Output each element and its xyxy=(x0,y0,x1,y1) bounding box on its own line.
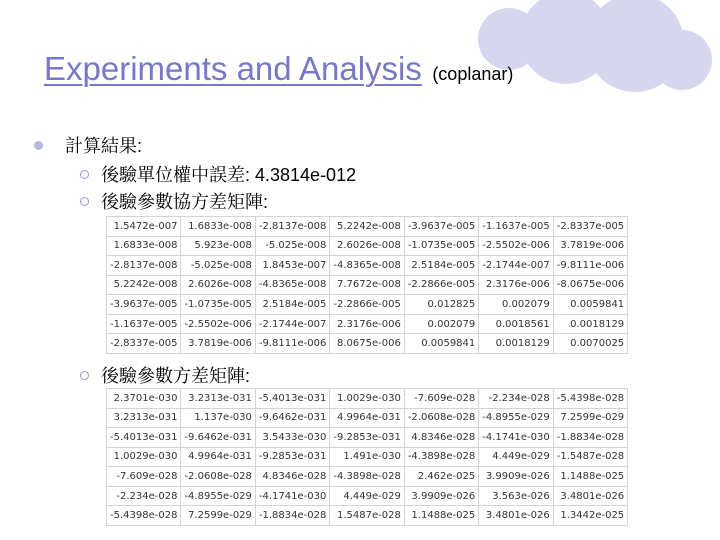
covariance-matrix-table xyxy=(106,216,628,354)
matrix-row xyxy=(107,467,628,487)
matrix-cell: -5.4398e-028 xyxy=(107,506,181,526)
matrix-cell: 1.3442e-025 xyxy=(553,506,627,526)
matrix-row xyxy=(107,389,628,409)
matrix-cell: -2.8137e-008 xyxy=(255,217,329,237)
matrix-row xyxy=(107,428,628,448)
matrix-row xyxy=(107,295,628,315)
sub-bullet-variance xyxy=(80,362,250,388)
matrix-cell: -7.609e-028 xyxy=(107,467,181,487)
matrix-cell: 2.5184e-005 xyxy=(404,256,478,276)
matrix-cell: -1.0735e-005 xyxy=(404,236,478,256)
matrix-cell: 4.449e-029 xyxy=(330,486,404,506)
matrix-cell: 1.5487e-028 xyxy=(330,506,404,526)
matrix-row xyxy=(107,408,628,428)
title-text: Experiments and Analysis xyxy=(44,50,422,87)
bullet-results xyxy=(34,132,142,158)
matrix-cell: 3.7819e-006 xyxy=(181,334,255,354)
matrix-cell: -4.3898e-028 xyxy=(404,447,478,467)
matrix-cell: -2.8337e-005 xyxy=(107,334,181,354)
matrix-cell: 0.0018561 xyxy=(479,314,553,334)
matrix-row xyxy=(107,275,628,295)
matrix-cell: 0.0070025 xyxy=(553,334,627,354)
matrix-cell: -7.609e-028 xyxy=(404,389,478,409)
matrix-cell: 4.449e-029 xyxy=(479,447,553,467)
matrix-cell: -1.0735e-005 xyxy=(181,295,255,315)
ring-bullet-icon xyxy=(80,170,89,179)
matrix-cell: -4.3898e-028 xyxy=(330,467,404,487)
slide-title xyxy=(44,50,513,88)
matrix-cell: -1.8834e-028 xyxy=(255,506,329,526)
matrix-cell: -9.2853e-031 xyxy=(255,447,329,467)
matrix-cell: -9.6462e-031 xyxy=(181,428,255,448)
matrix-cell: 4.9964e-031 xyxy=(330,408,404,428)
matrix-cell: 5.2242e-008 xyxy=(107,275,181,295)
matrix-cell: 1.8453e-007 xyxy=(255,256,329,276)
matrix-cell: -3.9637e-005 xyxy=(404,217,478,237)
matrix-row xyxy=(107,447,628,467)
matrix-cell: 2.3701e-030 xyxy=(107,389,181,409)
matrix-row xyxy=(107,506,628,526)
matrix-cell: 1.137e-030 xyxy=(181,408,255,428)
matrix-cell: -3.9637e-005 xyxy=(107,295,181,315)
matrix-cell: -9.6462e-031 xyxy=(255,408,329,428)
matrix-cell: 7.7672e-008 xyxy=(330,275,404,295)
matrix-row xyxy=(107,486,628,506)
matrix-cell: 8.0675e-006 xyxy=(330,334,404,354)
matrix-cell: 5.2242e-008 xyxy=(330,217,404,237)
matrix-cell: 1.5472e-007 xyxy=(107,217,181,237)
sub-bullet-text: 後驗參數方差矩陣: xyxy=(101,366,251,386)
matrix-cell: 2.5184e-005 xyxy=(255,295,329,315)
matrix-cell: -4.8365e-008 xyxy=(255,275,329,295)
matrix-cell: -5.4013e-031 xyxy=(255,389,329,409)
matrix-cell: -2.0608e-028 xyxy=(404,408,478,428)
decorative-circle xyxy=(652,30,712,90)
matrix-cell: 2.3176e-006 xyxy=(479,275,553,295)
matrix-cell: 2.6026e-008 xyxy=(330,236,404,256)
matrix-cell: -4.1741e-030 xyxy=(255,486,329,506)
matrix-cell: 0.012825 xyxy=(404,295,478,315)
matrix-cell: -4.8955e-029 xyxy=(479,408,553,428)
matrix-cell: -9.8111e-006 xyxy=(553,256,627,276)
matrix-cell: -2.2866e-005 xyxy=(330,295,404,315)
matrix-cell: 0.002079 xyxy=(404,314,478,334)
matrix-cell: -1.1637e-005 xyxy=(107,314,181,334)
matrix-cell: -9.2853e-031 xyxy=(330,428,404,448)
matrix-cell: 3.9909e-026 xyxy=(479,467,553,487)
sub-bullet-sigma xyxy=(80,161,356,187)
matrix-cell: 2.6026e-008 xyxy=(181,275,255,295)
matrix-cell: -4.1741e-030 xyxy=(479,428,553,448)
matrix-cell: 3.9909e-026 xyxy=(404,486,478,506)
matrix-cell: 2.462e-025 xyxy=(404,467,478,487)
sub-bullet-text: 後驗參數協方差矩陣: xyxy=(101,192,269,212)
matrix-cell: -2.0608e-028 xyxy=(181,467,255,487)
matrix-row xyxy=(107,334,628,354)
matrix-row xyxy=(107,314,628,334)
matrix-row xyxy=(107,256,628,276)
sub-bullet-text: 後驗單位權中誤差: 4.3814e-012 xyxy=(101,165,357,185)
matrix-row xyxy=(107,217,628,237)
title-subtitle: (coplanar) xyxy=(432,64,514,84)
matrix-cell: -4.8955e-029 xyxy=(181,486,255,506)
matrix-cell: -8.0675e-006 xyxy=(553,275,627,295)
matrix-cell: 5.923e-008 xyxy=(181,236,255,256)
matrix-cell: 1.491e-030 xyxy=(330,447,404,467)
matrix-cell: -1.5487e-028 xyxy=(553,447,627,467)
matrix-cell: -2.1744e-007 xyxy=(479,256,553,276)
matrix-cell: -9.8111e-006 xyxy=(255,334,329,354)
matrix-cell: 4.8346e-028 xyxy=(255,467,329,487)
matrix-cell: -5.4013e-031 xyxy=(107,428,181,448)
matrix-cell: -1.1637e-005 xyxy=(479,217,553,237)
matrix-cell: 3.7819e-006 xyxy=(553,236,627,256)
matrix-cell: 1.6833e-008 xyxy=(107,236,181,256)
matrix-cell: -5.025e-008 xyxy=(181,256,255,276)
matrix-cell: 0.0059841 xyxy=(553,295,627,315)
matrix-cell: 7.2599e-029 xyxy=(181,506,255,526)
matrix-cell: -5.4398e-028 xyxy=(553,389,627,409)
matrix-cell: -2.234e-028 xyxy=(479,389,553,409)
matrix-cell: -2.234e-028 xyxy=(107,486,181,506)
matrix-cell: 1.6833e-008 xyxy=(181,217,255,237)
bullet-dot-icon xyxy=(34,141,43,150)
matrix-cell: 7.2599e-029 xyxy=(553,408,627,428)
matrix-cell: -2.1744e-007 xyxy=(255,314,329,334)
matrix-cell: -2.5502e-006 xyxy=(479,236,553,256)
matrix-cell: 3.4801e-026 xyxy=(553,486,627,506)
matrix-cell: 3.563e-026 xyxy=(479,486,553,506)
matrix-cell: 4.9964e-031 xyxy=(181,447,255,467)
bullet-text: 計算結果: xyxy=(65,136,143,156)
matrix-cell: -2.2866e-005 xyxy=(404,275,478,295)
variance-matrix-table xyxy=(106,388,628,526)
matrix-cell: 0.002079 xyxy=(479,295,553,315)
matrix-cell: 1.1488e-025 xyxy=(553,467,627,487)
matrix-cell: 3.5433e-030 xyxy=(255,428,329,448)
matrix-cell: -1.8834e-028 xyxy=(553,428,627,448)
sub-bullet-covariance xyxy=(80,188,268,214)
matrix-cell: 0.0059841 xyxy=(404,334,478,354)
matrix-cell: -4.8365e-008 xyxy=(330,256,404,276)
matrix-cell: 3.4801e-026 xyxy=(479,506,553,526)
matrix-cell: -5.025e-008 xyxy=(255,236,329,256)
matrix-cell: 4.8346e-028 xyxy=(404,428,478,448)
ring-bullet-icon xyxy=(80,371,89,380)
matrix-cell: -2.8337e-005 xyxy=(553,217,627,237)
matrix-cell: 2.3176e-006 xyxy=(330,314,404,334)
matrix-cell: 1.0029e-030 xyxy=(330,389,404,409)
matrix-cell: -2.8137e-008 xyxy=(107,256,181,276)
matrix-cell: 1.0029e-030 xyxy=(107,447,181,467)
ring-bullet-icon xyxy=(80,197,89,206)
matrix-cell: 3.2313e-031 xyxy=(181,389,255,409)
matrix-row xyxy=(107,236,628,256)
matrix-cell: 3.2313e-031 xyxy=(107,408,181,428)
matrix-cell: -2.5502e-006 xyxy=(181,314,255,334)
matrix-cell: 0.0018129 xyxy=(479,334,553,354)
matrix-cell: 0.0018129 xyxy=(553,314,627,334)
matrix-cell: 1.1488e-025 xyxy=(404,506,478,526)
